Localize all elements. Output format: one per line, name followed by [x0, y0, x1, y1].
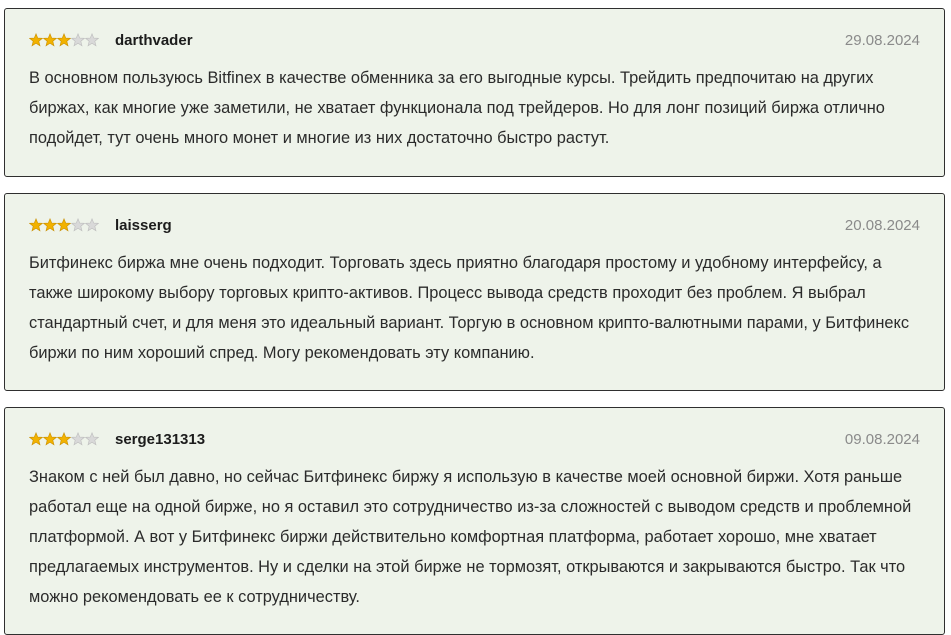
review-username[interactable]: darthvader	[115, 32, 193, 49]
star-rating	[29, 33, 99, 47]
star-empty-icon	[71, 432, 85, 446]
star-rating	[29, 432, 99, 446]
review-text: В основном пользуюсь Bitfinex в качестве обменника за его выгодные курсы. Трейдить предпочитаю на других биржах, как многие уже заметили, не хватает функционала под трейдеров. Но для лонг позиций биржа отлично подойдет, тут очень много монет и многие из них достаточно быстро растут.	[29, 69, 885, 147]
star-filled-icon	[29, 432, 43, 446]
star-empty-icon	[71, 33, 85, 47]
star-empty-icon	[71, 218, 85, 232]
review-username[interactable]: serge131313	[115, 431, 206, 448]
review-date: 09.08.2024	[844, 431, 920, 448]
star-filled-icon	[43, 33, 57, 47]
star-empty-icon	[85, 218, 99, 232]
review-date: 20.08.2024	[844, 217, 920, 234]
star-empty-icon	[85, 432, 99, 446]
star-filled-icon	[57, 432, 71, 446]
review-username[interactable]: laisserg	[115, 217, 172, 234]
review-card	[4, 193, 945, 391]
star-filled-icon	[57, 218, 71, 232]
review-text: Знаком с ней был давно, но сейчас Битфинекс биржу я использую в качестве моей основной биржи. Хотя раньше работал еще на одной бирже, но я оставил это сотрудничество из-за сложностей с выводом средств и проблемной платформой. А вот у Битфинекс биржи действительно комфортная платформа, работает хорошо, мне хватает предлагаемых инструментов. Ну и сделки на этой бирже не тормозят, открываются и закрываются быстро. Так что можно рекомендовать ее к сотрудничеству.	[29, 468, 912, 606]
star-empty-icon	[85, 33, 99, 47]
review-date: 29.08.2024	[844, 32, 920, 49]
review-text: Битфинекс биржа мне очень подходит. Торговать здесь приятно благодаря простому и удобному интерфейсу, а также широкому выбору торговых крипто-активов. Процесс вывода средств проходит без проблем. Я выбрал стандартный счет, и для меня это идеальный вариант. Торгую в основном крипто-валютными парами, у Битфинекс биржи по ним хороший спред. Могу рекомендовать эту компанию.	[29, 254, 910, 362]
star-filled-icon	[43, 432, 57, 446]
review-header	[29, 216, 920, 238]
star-rating	[29, 218, 99, 232]
star-filled-icon	[29, 33, 43, 47]
review-header	[29, 31, 920, 53]
star-filled-icon	[57, 33, 71, 47]
review-card	[4, 407, 945, 635]
review-card	[4, 8, 945, 177]
star-filled-icon	[43, 218, 57, 232]
star-filled-icon	[29, 218, 43, 232]
review-header	[29, 430, 920, 452]
